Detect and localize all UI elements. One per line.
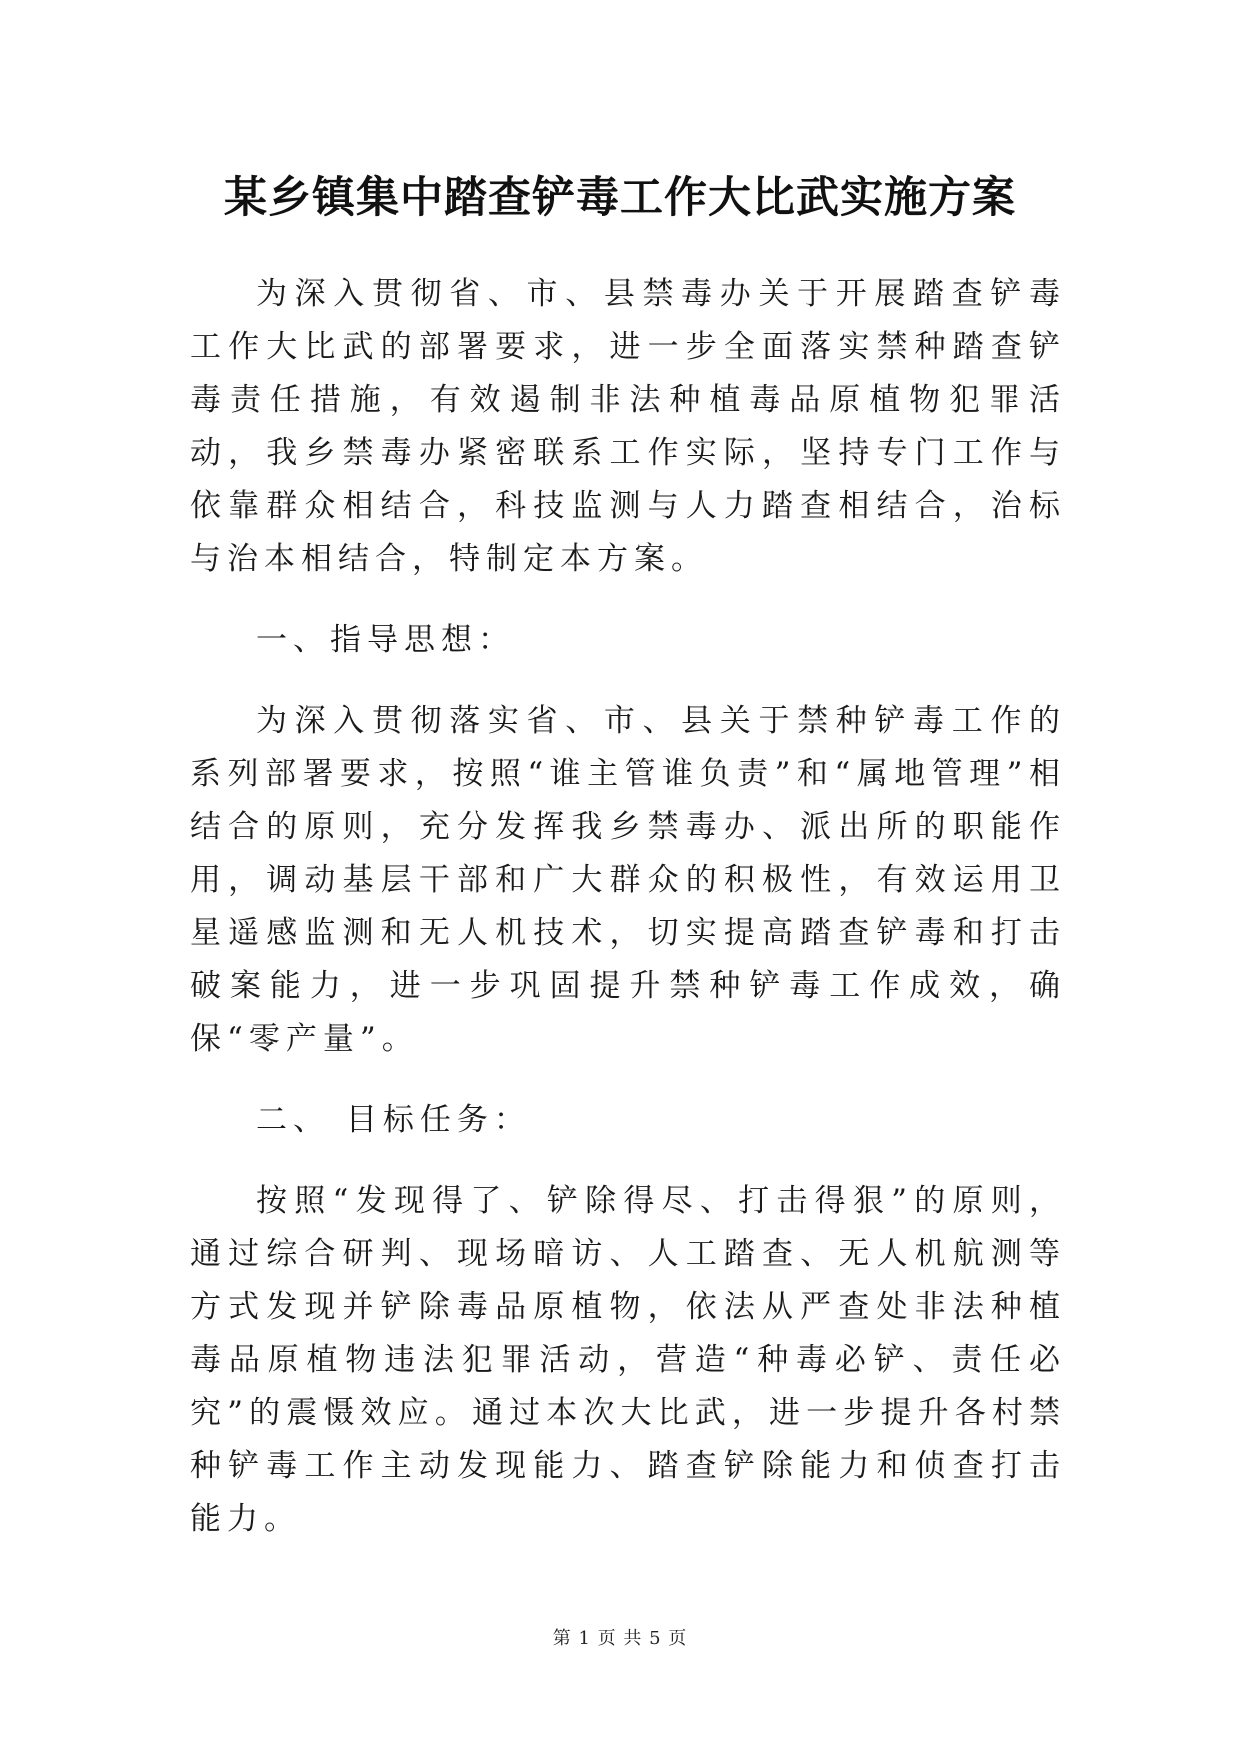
section-heading-goals-tasks: 二、 目标任务：	[256, 1102, 531, 1138]
section-paragraph-goals-tasks: 按照“发现得了、铲除得尽、打击得狠”的原则，通过综合研判、现场暗访、人工踏查、无人机航测等方式发现并铲除毒品原植物，依法从严查处非法种植毒品原植物违法犯罪活动，营造“种毒必铲、责任必究”的震慑效应。通过本次大比武，进一步提升各村禁种铲毒工作主动发现能力、踏查铲除能力和侦查打击能力。	[190, 1183, 1066, 1537]
intro-paragraph: 为深入贯彻省、市、县禁毒办关于开展踏查铲毒工作大比武的部署要求，进一步全面落实禁种踏查铲毒责任措施，有效遏制非法种植毒品原植物犯罪活动，我乡禁毒办紧密联系工作实际，坚持专门工作与依靠群众相结合，科技监测与人力踏查相结合，治标与治本相结合，特制定本方案。	[190, 276, 1066, 577]
section-heading-guiding-ideology: 一、指导思想：	[256, 622, 515, 658]
section-paragraph-guiding-ideology: 为深入贯彻落实省、市、县关于禁种铲毒工作的系列部署要求，按照“谁主管谁负责”和“属地管理”相结合的原则，充分发挥我乡禁毒办、派出所的职能作用，调动基层干部和广大群众的积极性，有效运用卫星遥感监测和无人机技术，切实提高踏查铲毒和打击破案能力，进一步巩固提升禁种铲毒工作成效，确保“零产量”。	[190, 703, 1066, 1057]
document-body	[190, 268, 1066, 1546]
document-title: 某乡镇集中踏查铲毒工作大比武实施方案	[224, 173, 1016, 223]
page-number: 第 1 页 共 5 页	[552, 1628, 688, 1649]
